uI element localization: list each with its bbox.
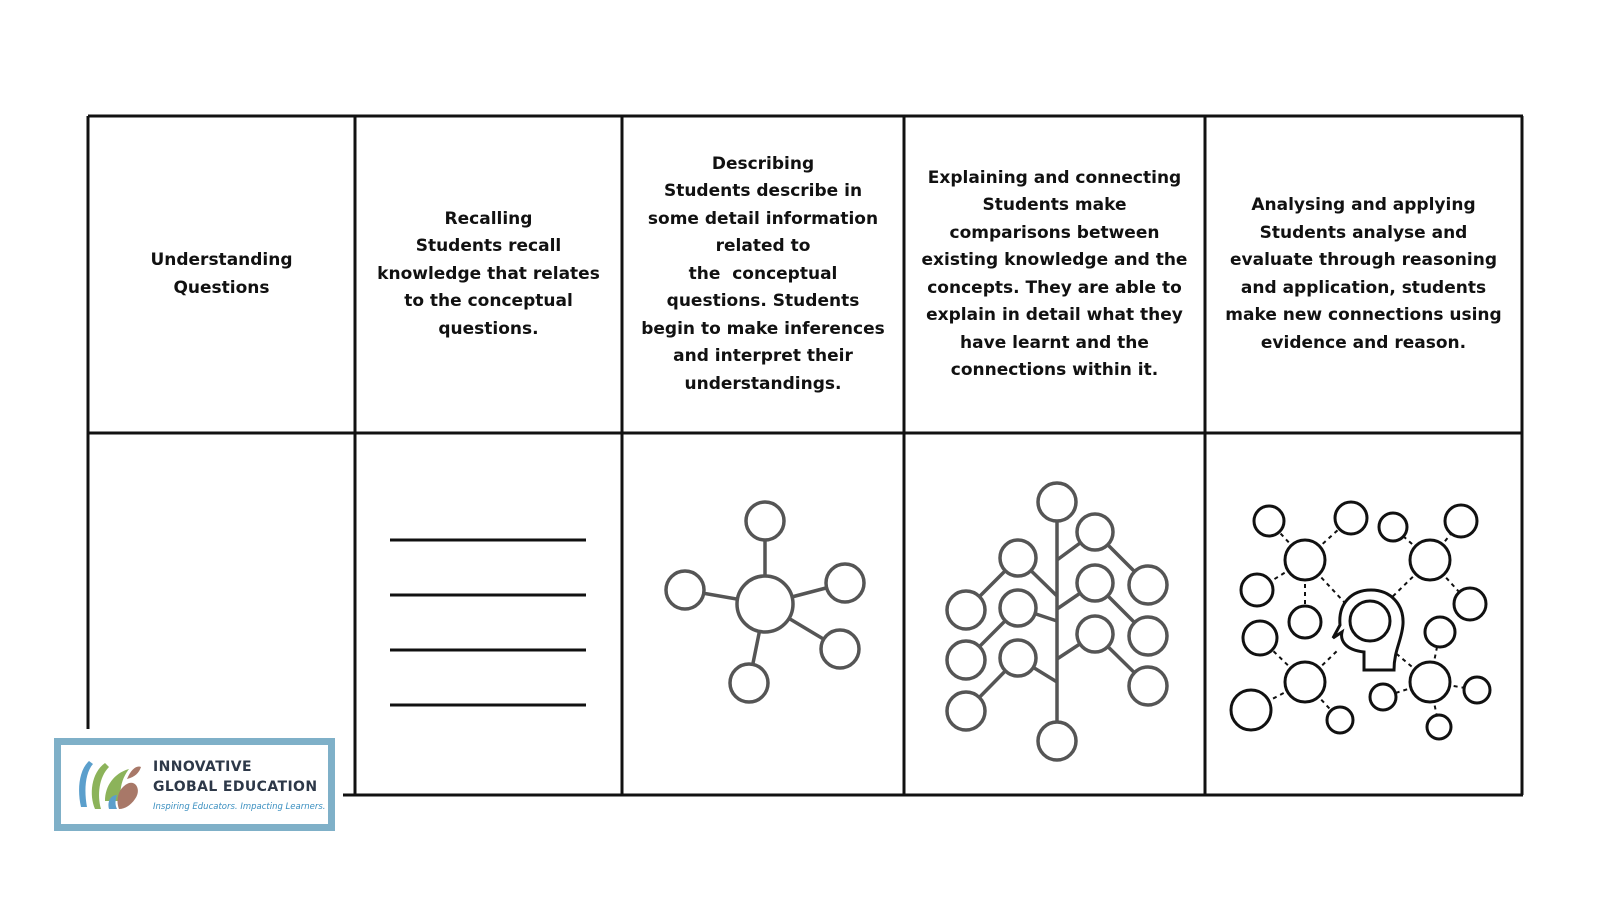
heading-line: begin to make inferences bbox=[641, 318, 885, 339]
heading-line: to the conceptual bbox=[404, 291, 573, 312]
heading-line: understandings. bbox=[684, 373, 842, 394]
branching-tree-icon bbox=[947, 483, 1167, 760]
heading-line: comparisons between bbox=[949, 222, 1160, 243]
heading-line: Students make bbox=[982, 195, 1127, 215]
heading-line: related to bbox=[715, 236, 811, 257]
heading-line: Describing bbox=[711, 153, 815, 174]
heading-line: some detail information bbox=[647, 208, 879, 229]
heading-line: and application, students bbox=[1240, 277, 1487, 298]
heading-line: Students analyse and bbox=[1259, 222, 1468, 243]
heading-line: Understanding bbox=[150, 250, 293, 270]
heading-line: and interpret their bbox=[673, 346, 853, 367]
heading-line: knowledge that relates bbox=[377, 263, 600, 284]
heading-line: concepts. They are able to bbox=[927, 277, 1182, 298]
heading-line: Students recall bbox=[415, 236, 562, 257]
heading-line: explain in detail what they bbox=[926, 305, 1183, 325]
logo-text-line1: INNOVATIVE bbox=[153, 759, 252, 775]
heading-line: have learnt and the bbox=[960, 332, 1149, 353]
logo-text-line2: GLOBAL EDUCATION bbox=[153, 779, 318, 795]
heading-line: Questions bbox=[173, 277, 270, 298]
heading-line: Analysing and applying bbox=[1251, 195, 1476, 215]
head-network-icon bbox=[1231, 502, 1490, 739]
heading-line: evidence and reason. bbox=[1260, 332, 1467, 353]
heading-line: existing knowledge and the bbox=[921, 250, 1188, 270]
heading-line: questions. Students bbox=[666, 291, 860, 312]
heading-line: make new connections using bbox=[1225, 305, 1502, 325]
heading-line: Recalling bbox=[444, 208, 533, 229]
heading-line: evaluate through reasoning bbox=[1229, 250, 1498, 270]
logo-tagline: Inspiring Educators. Impacting Learners. bbox=[153, 802, 326, 812]
heading-line: connections within it. bbox=[950, 360, 1159, 380]
logo-mark-icon bbox=[75, 755, 145, 817]
heading-line: questions. bbox=[438, 318, 539, 339]
lines-icon bbox=[390, 540, 586, 705]
heading-line: the conceptual bbox=[688, 263, 838, 284]
heading-line: Students describe in bbox=[663, 181, 863, 202]
innovative-global-education-logo bbox=[54, 738, 335, 831]
hub-network-icon bbox=[666, 502, 864, 702]
heading-line: Explaining and connecting bbox=[927, 167, 1182, 188]
